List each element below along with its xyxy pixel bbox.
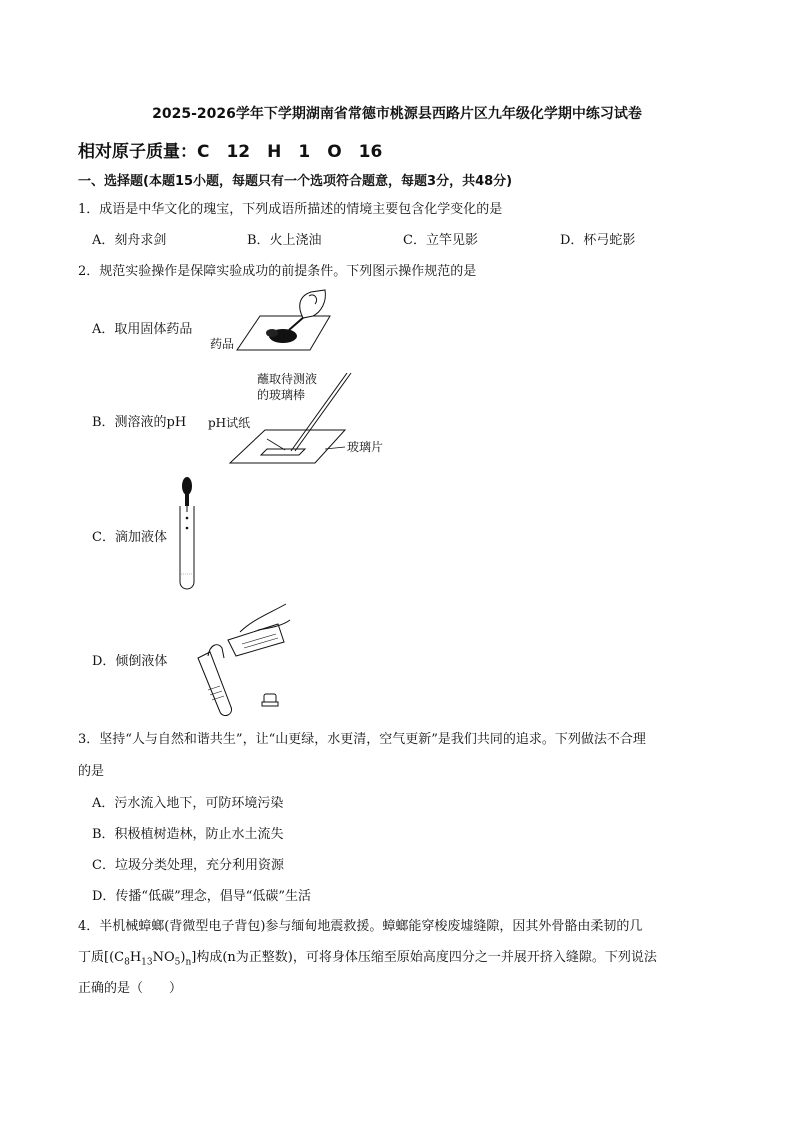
figure-pouring-liquid <box>180 600 300 715</box>
q3-option-d: D．传播“低碳”理念，倡导“低碳”生活 <box>92 889 312 904</box>
exam-title: 2025-2026学年下学期湖南省常德市桃源县西路片区九年级化学期中练习试卷 <box>152 106 642 122</box>
q2-option-a: A．取用固体药品 <box>92 322 193 337</box>
q1-option-b: B．火上浇油 <box>247 233 322 248</box>
q1-option-d: D．杯弓蛇影 <box>560 233 636 248</box>
question-3-stem-line2: 的是 <box>78 764 105 779</box>
q3-option-c: C．垃圾分类处理，充分利用资源 <box>92 858 284 873</box>
question-1-stem: 1．成语是中华文化的瑰宝，下列成语所描述的情境主要包含化学变化的是 <box>78 202 503 217</box>
q1-option-a: A．刻舟求剑 <box>92 233 167 248</box>
question-4-line3: 正确的是（ ） <box>78 981 183 996</box>
figure-ph-test <box>205 367 405 467</box>
figure-dropping-liquid <box>170 474 210 594</box>
atomic-mass-line: 相对原子质量：C 12 H 1 O 16 <box>78 142 383 162</box>
q2-option-c: C．滴加液体 <box>92 530 167 545</box>
figure-solid-reagent <box>205 288 335 358</box>
question-2-stem: 2．规范实验操作是保障实验成功的前提条件。下列图示操作规范的是 <box>78 264 477 279</box>
q3-option-a: A．污水流入地下，可防环境污染 <box>92 796 284 811</box>
fig-b-label-2: 的玻璃棒 <box>257 388 306 402</box>
q1-option-c: C．立竿见影 <box>403 233 478 248</box>
q2-option-d: D．倾倒液体 <box>92 654 168 669</box>
fig-b-label-1: 蘸取待测液 <box>257 372 318 386</box>
question-4-line2: 丁质$[(C_8H_{13}NO_5)_n]$构成(n为正整数)，可将身体压缩至原始高度四分之一并展开挤入缝隙。下列说法 <box>78 950 657 968</box>
question-3-stem-line1: 3．坚持“人与自然和谐共生”，让“山更绿，水更清，空气更新”是我们共同的追求。下列做法不合理 <box>78 732 646 747</box>
section-heading: 一、选择题(本题15小题，每题只有一个选项符合题意，每题3分，共48分) <box>78 174 513 189</box>
fig-b-label-glass: 玻璃片 <box>347 440 384 454</box>
fig-b-label-ph-paper: pH试纸 <box>208 416 251 430</box>
q3-option-b: B．积极植树造林，防止水土流失 <box>92 827 284 842</box>
fig-a-label: 药品 <box>210 337 235 351</box>
q2-option-b: B．测溶液的pH <box>92 415 187 430</box>
question-4-line1: 4．半机械蟑螂(背微型电子背包)参与缅甸地震救援。蟑螂能穿梭废墟缝隙，因其外骨骼由柔韧的几 <box>78 919 643 934</box>
